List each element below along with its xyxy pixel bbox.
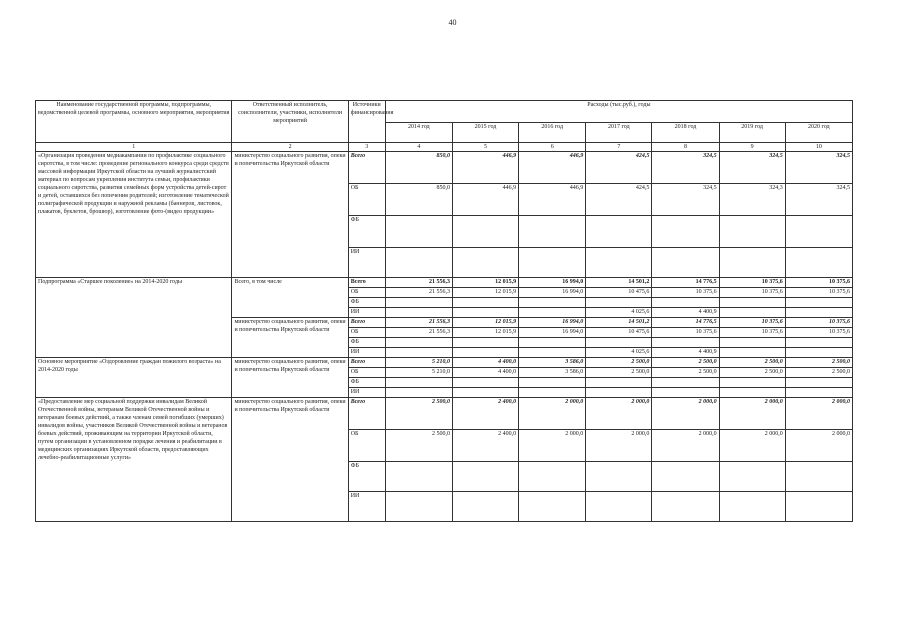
value-cell: 16 994,0 (519, 318, 586, 328)
value-cell: 14 776,5 (652, 278, 719, 288)
source-cell: ФБ (348, 298, 385, 308)
index-cell: 2 (232, 143, 348, 152)
value-cell: 21 556,3 (385, 288, 452, 298)
value-cell: 10 475,6 (586, 288, 652, 298)
value-cell: 2 400,0 (452, 430, 518, 462)
block4-responsible: министерство социального развития, опеки и попечительства Иркутской области (232, 398, 348, 522)
value-cell: 21 556,3 (385, 328, 452, 338)
header-year: 2020 год (785, 123, 852, 143)
value-cell: 16 994,0 (519, 278, 586, 288)
value-cell: 10 375,6 (785, 328, 852, 338)
source-cell: ОБ (348, 184, 385, 216)
index-row (36, 143, 853, 152)
source-cell: ОБ (348, 288, 385, 298)
block2-responsible-ministry: министерство социального развития, опеки и попечительства Иркутской области (232, 318, 348, 358)
table-row (36, 358, 853, 368)
value-cell: 10 375,6 (652, 288, 719, 298)
value-cell: 2 500,0 (785, 358, 852, 368)
value-cell: 324,5 (785, 152, 852, 184)
index-cell: 3 (348, 143, 385, 152)
value-cell: 10 375,6 (785, 318, 852, 328)
block1-name: «Организация проведения медиакампании по профилактике социального сиротства, в том числе: проведение регионального конкурса среди средств массовой информации Иркутской области на лучший журналистский материал по вопросам укрепления института семьи, профилактики социального сиротства, развития семейных форм устройства детей-сирот и детей, оставшихся без попечения родителей; изготовление тематической полиграфической продукции и наружной рекламы (баннеров, листовок, плакатов, буклетов, брошюр), изготовление фото-(видео продукции» (36, 152, 232, 278)
value-cell: 2 000,0 (719, 430, 785, 462)
value-cell: 2 500,0 (385, 398, 452, 430)
block4-name: «Предоставление мер социальной поддержки инвалидам Великой Отечественной войны, ветеранам Великой Отечественной войны и ветеранам боевых действий, а также членам семей погибших (умерших) инвалидов войны, участников Великой Отечественной войны и ветеранов боевых действий, проживающим на территории Иркутской области, путем организации в установленном порядке лечения и реабилитации в медицинских организациях Иркутской области, предоставляющих лечебно-реабилитационные услуги» (36, 398, 232, 522)
value-cell: 324,5 (652, 152, 719, 184)
value-cell: 2 000,0 (519, 430, 586, 462)
index-cell: 5 (452, 143, 518, 152)
source-cell: Всего (348, 398, 385, 430)
value-cell: 4 400,9 (652, 308, 719, 318)
value-cell: 2 500,0 (586, 368, 652, 378)
value-cell: 2 000,0 (519, 398, 586, 430)
source-cell: ИИ (348, 388, 385, 398)
source-cell: Всего (348, 152, 385, 184)
header-year: 2017 год (586, 123, 652, 143)
value-cell: 10 375,6 (719, 278, 785, 288)
index-cell: 4 (385, 143, 452, 152)
block2-name: Подпрограмма «Старшее поколение» на 2014-2020 годы (36, 278, 232, 358)
source-cell: ФБ (348, 338, 385, 348)
value-cell: 12 015,9 (452, 318, 518, 328)
value-cell: 12 015,9 (452, 288, 518, 298)
header-source: Источники финансирования (348, 101, 385, 143)
value-cell: 10 375,6 (785, 288, 852, 298)
value-cell: 850,0 (385, 152, 452, 184)
value-cell: 2 500,0 (586, 358, 652, 368)
value-cell: 2 000,0 (652, 430, 719, 462)
index-cell: 9 (719, 143, 785, 152)
source-cell: ИИ (348, 308, 385, 318)
value-cell: 2 000,0 (652, 398, 719, 430)
source-cell: ФБ (348, 216, 385, 248)
value-cell: 4 025,6 (586, 348, 652, 358)
table-row (36, 278, 853, 288)
value-cell: 2 000,0 (785, 430, 852, 462)
value-cell: 5 210,0 (385, 358, 452, 368)
value-cell: 10 375,6 (719, 288, 785, 298)
value-cell: 10 375,6 (785, 278, 852, 288)
value-cell: 3 586,0 (519, 368, 586, 378)
value-cell: 424,5 (586, 184, 652, 216)
value-cell: 2 000,0 (785, 398, 852, 430)
source-cell: ОБ (348, 368, 385, 378)
value-cell: 2 500,0 (719, 358, 785, 368)
value-cell: 4 400,0 (452, 368, 518, 378)
value-cell: 2 000,0 (586, 430, 652, 462)
value-cell: 850,0 (385, 184, 452, 216)
value-cell: 14 501,2 (586, 278, 652, 288)
source-cell: ФБ (348, 462, 385, 492)
value-cell: 2 400,0 (452, 398, 518, 430)
value-cell: 4 400,9 (652, 348, 719, 358)
source-cell: Всего (348, 318, 385, 328)
value-cell: 2 500,0 (385, 430, 452, 462)
header-year: 2019 год (719, 123, 785, 143)
value-cell: 10 375,6 (719, 318, 785, 328)
value-cell: 2 500,0 (785, 368, 852, 378)
value-cell: 16 994,0 (519, 288, 586, 298)
value-cell: 2 000,0 (719, 398, 785, 430)
header-year: 2016 год (519, 123, 586, 143)
value-cell: 12 015,9 (452, 278, 518, 288)
value-cell: 21 556,3 (385, 278, 452, 288)
budget-table (35, 100, 853, 522)
source-cell: ОБ (348, 430, 385, 462)
value-cell: 10 375,6 (719, 328, 785, 338)
value-cell: 2 500,0 (652, 368, 719, 378)
value-cell: 14 776,5 (652, 318, 719, 328)
value-cell: 12 015,9 (452, 328, 518, 338)
value-cell: 2 500,0 (652, 358, 719, 368)
header-name: Наименование государственной программы, подпрограммы, ведомственной целевой программы, основного мероприятия, мероприятия (36, 101, 232, 143)
index-cell: 8 (652, 143, 719, 152)
index-cell: 10 (785, 143, 852, 152)
table-row (36, 152, 853, 184)
value-cell: 2 000,0 (586, 398, 652, 430)
index-cell: 1 (36, 143, 232, 152)
header-year: 2018 год (652, 123, 719, 143)
header-year: 2015 год (452, 123, 518, 143)
source-cell: ИИ (348, 248, 385, 278)
value-cell: 10 475,6 (586, 328, 652, 338)
value-cell: 4 025,6 (586, 308, 652, 318)
source-cell: ОБ (348, 328, 385, 338)
source-cell: ФБ (348, 378, 385, 388)
value-cell: 4 400,0 (452, 358, 518, 368)
source-cell: Всего (348, 358, 385, 368)
page-number: 40 (448, 18, 457, 27)
source-cell: ИИ (348, 348, 385, 358)
value-cell: 446,9 (452, 152, 518, 184)
value-cell: 324,5 (785, 184, 852, 216)
value-cell: 324,5 (652, 184, 719, 216)
value-cell: 424,5 (586, 152, 652, 184)
header-expenses: Расходы (тыс.руб.), годы (385, 101, 852, 123)
block3-name: Основное мероприятие «Оздоровление граждан пожилого возраста» на 2014-2020 годы (36, 358, 232, 398)
source-cell: Всего (348, 278, 385, 288)
value-cell: 10 375,6 (652, 328, 719, 338)
value-cell: 446,9 (452, 184, 518, 216)
value-cell: 3 586,0 (519, 358, 586, 368)
header-year: 2014 год (385, 123, 452, 143)
block3-responsible: министерство социального развития, опеки и попечительства Иркутской области (232, 358, 348, 398)
value-cell: 446,9 (519, 184, 586, 216)
block1-responsible: министерство социального развития, опеки и попечительства Иркутской области (232, 152, 348, 278)
value-cell: 14 501,2 (586, 318, 652, 328)
header-responsible: Ответственный исполнитель, соисполнители, участники, исполнители мероприятий (232, 101, 348, 143)
source-cell: ИИ (348, 492, 385, 522)
value-cell: 21 556,3 (385, 318, 452, 328)
value-cell: 5 210,0 (385, 368, 452, 378)
value-cell: 324,5 (719, 152, 785, 184)
value-cell: 16 994,0 (519, 328, 586, 338)
block2-responsible-total: Всего, в том числе (232, 278, 348, 318)
value-cell: 324,3 (719, 184, 785, 216)
index-cell: 7 (586, 143, 652, 152)
table-row (36, 398, 853, 430)
index-cell: 6 (519, 143, 586, 152)
value-cell: 2 500,0 (719, 368, 785, 378)
value-cell: 446,9 (519, 152, 586, 184)
